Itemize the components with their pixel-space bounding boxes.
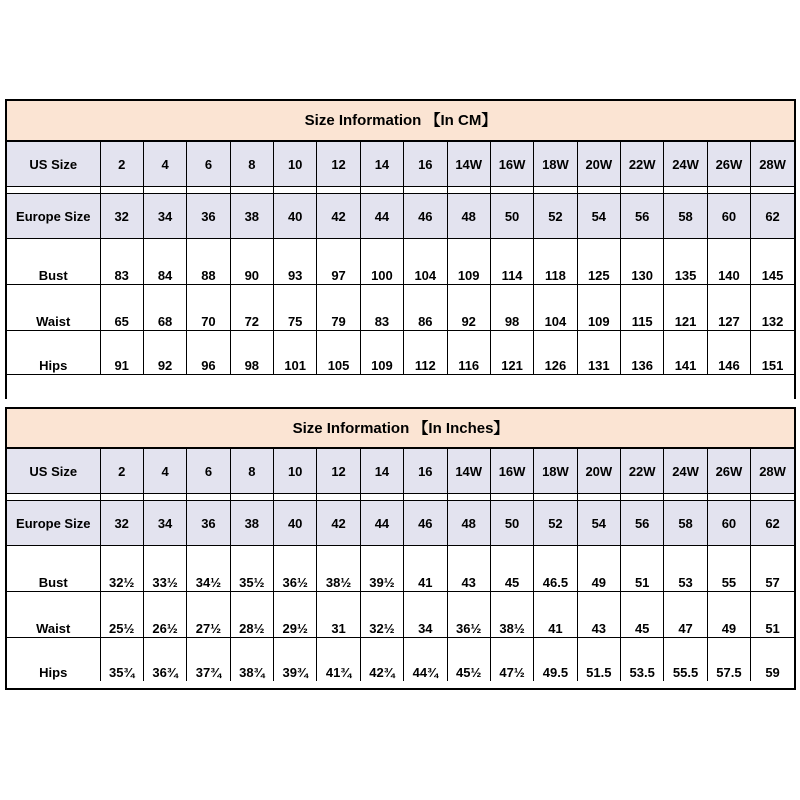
measurement-cell: 130 xyxy=(621,239,664,285)
europe-size-cell: 48 xyxy=(447,501,490,546)
measurement-cell: 42¾ xyxy=(360,638,403,682)
spacer-cell xyxy=(664,375,707,400)
measurement-cell: 84 xyxy=(143,239,186,285)
europe-size-cell: 54 xyxy=(577,194,620,239)
us-size-cell: 28W xyxy=(751,142,794,187)
measurement-cell: 135 xyxy=(664,239,707,285)
us-size-cell: 16 xyxy=(404,449,447,494)
us-size-cell: 20W xyxy=(577,142,620,187)
measurement-cell: 121 xyxy=(490,331,533,375)
size-table xyxy=(7,141,794,399)
spacer-cell xyxy=(707,375,750,400)
measurement-cell: 39¾ xyxy=(274,638,317,682)
measurement-cell: 145 xyxy=(751,239,794,285)
us-size-cell: 22W xyxy=(621,449,664,494)
spacer-cell xyxy=(360,375,403,400)
europe-size-cell: 46 xyxy=(404,501,447,546)
europe-size-cell: 52 xyxy=(534,194,577,239)
us-size-row xyxy=(7,449,794,494)
us-size-cell: 8 xyxy=(230,449,273,494)
measurement-cell: 125 xyxy=(577,239,620,285)
chart-title: Size Information 【In Inches】 xyxy=(7,409,794,448)
measurement-cell: 104 xyxy=(404,239,447,285)
measurement-cell: 38¾ xyxy=(230,638,273,682)
europe-size-cell: 34 xyxy=(143,194,186,239)
measurement-cell: 38½ xyxy=(317,546,360,592)
measurement-cell: 93 xyxy=(274,239,317,285)
us-size-cell: 4 xyxy=(143,142,186,187)
measurement-cell: 92 xyxy=(447,285,490,331)
spacer-cell xyxy=(621,187,664,194)
measurement-cell: 37¾ xyxy=(187,638,230,682)
spacer-cell xyxy=(664,187,707,194)
measurement-cell: 100 xyxy=(360,239,403,285)
row-label: Europe Size xyxy=(7,501,100,546)
spacer-cell xyxy=(187,187,230,194)
us-size-cell: 16 xyxy=(404,142,447,187)
waist-row xyxy=(7,592,794,638)
spacer-cell xyxy=(447,375,490,400)
europe-size-cell: 50 xyxy=(490,194,533,239)
europe-size-row xyxy=(7,501,794,546)
measurement-cell: 29½ xyxy=(274,592,317,638)
measurement-cell: 57.5 xyxy=(707,638,750,682)
measurement-cell: 53.5 xyxy=(621,638,664,682)
europe-size-cell: 44 xyxy=(360,194,403,239)
europe-size-cell: 46 xyxy=(404,194,447,239)
measurement-cell: 109 xyxy=(360,331,403,375)
measurement-cell: 121 xyxy=(664,285,707,331)
size-chart-inches xyxy=(5,407,796,690)
hips-row xyxy=(7,638,794,682)
europe-size-cell: 58 xyxy=(664,501,707,546)
measurement-cell: 41¾ xyxy=(317,638,360,682)
us-size-cell: 22W xyxy=(621,142,664,187)
row-label: Waist xyxy=(7,285,100,331)
measurement-cell: 25½ xyxy=(100,592,143,638)
us-size-cell: 14 xyxy=(360,142,403,187)
size-table xyxy=(7,448,794,681)
measurement-cell: 104 xyxy=(534,285,577,331)
spacer-cell xyxy=(707,187,750,194)
spacer-cell xyxy=(100,375,143,400)
measurement-cell: 49.5 xyxy=(534,638,577,682)
us-size-cell: 10 xyxy=(274,449,317,494)
europe-size-cell: 62 xyxy=(751,194,794,239)
spacer-cell xyxy=(534,494,577,501)
measurement-cell: 32½ xyxy=(360,592,403,638)
measurement-cell: 112 xyxy=(404,331,447,375)
spacer-cell xyxy=(100,187,143,194)
us-size-cell: 10 xyxy=(274,142,317,187)
europe-size-cell: 44 xyxy=(360,501,403,546)
waist-row xyxy=(7,285,794,331)
measurement-cell: 90 xyxy=(230,239,273,285)
europe-size-cell: 38 xyxy=(230,194,273,239)
spacer-cell xyxy=(187,494,230,501)
measurement-cell: 45½ xyxy=(447,638,490,682)
measurement-cell: 140 xyxy=(707,239,750,285)
us-size-cell: 26W xyxy=(707,449,750,494)
spacer-cell xyxy=(490,494,533,501)
row-label: US Size xyxy=(7,449,100,494)
measurement-cell: 86 xyxy=(404,285,447,331)
europe-size-cell: 32 xyxy=(100,501,143,546)
measurement-cell: 136 xyxy=(621,331,664,375)
spacer-cell xyxy=(317,375,360,400)
measurement-cell: 33½ xyxy=(143,546,186,592)
spacer-cell xyxy=(447,494,490,501)
spacer-cell xyxy=(447,187,490,194)
measurement-cell: 47 xyxy=(664,592,707,638)
spacer-cell xyxy=(751,187,794,194)
row-label: Bust xyxy=(7,546,100,592)
row-label: Waist xyxy=(7,592,100,638)
spacer-cell xyxy=(274,375,317,400)
europe-size-cell: 60 xyxy=(707,194,750,239)
spacer-cell xyxy=(577,494,620,501)
measurement-cell: 115 xyxy=(621,285,664,331)
europe-size-cell: 58 xyxy=(664,194,707,239)
spacer-cell xyxy=(490,375,533,400)
measurement-cell: 39½ xyxy=(360,546,403,592)
measurement-cell: 49 xyxy=(707,592,750,638)
us-size-cell: 24W xyxy=(664,142,707,187)
spacer-cell xyxy=(707,494,750,501)
measurement-cell: 36½ xyxy=(274,546,317,592)
us-size-cell: 28W xyxy=(751,449,794,494)
measurement-cell: 27½ xyxy=(187,592,230,638)
measurement-cell: 53 xyxy=(664,546,707,592)
spacer-cell xyxy=(404,187,447,194)
measurement-cell: 98 xyxy=(490,285,533,331)
bust-row xyxy=(7,239,794,285)
spacer-cell xyxy=(404,494,447,501)
spacer-cell xyxy=(621,375,664,400)
measurement-cell: 131 xyxy=(577,331,620,375)
spacer-cell xyxy=(274,494,317,501)
measurement-cell: 146 xyxy=(707,331,750,375)
measurement-cell: 55.5 xyxy=(664,638,707,682)
measurement-cell: 38½ xyxy=(490,592,533,638)
measurement-cell: 34½ xyxy=(187,546,230,592)
measurement-cell: 132 xyxy=(751,285,794,331)
measurement-cell: 49 xyxy=(577,546,620,592)
europe-size-cell: 52 xyxy=(534,501,577,546)
us-size-cell: 16W xyxy=(490,142,533,187)
measurement-cell: 57 xyxy=(751,546,794,592)
europe-size-cell: 36 xyxy=(187,194,230,239)
measurement-cell: 51 xyxy=(751,592,794,638)
spacer-cell xyxy=(7,375,100,400)
spacer-cell xyxy=(7,494,100,501)
europe-size-row xyxy=(7,194,794,239)
us-size-cell: 12 xyxy=(317,449,360,494)
europe-size-cell: 60 xyxy=(707,501,750,546)
europe-size-cell: 36 xyxy=(187,501,230,546)
row-label: Hips xyxy=(7,331,100,375)
spacer-cell xyxy=(534,187,577,194)
spacer-cell xyxy=(230,494,273,501)
measurement-cell: 59 xyxy=(751,638,794,682)
spacer-cell xyxy=(360,187,403,194)
measurement-cell: 65 xyxy=(100,285,143,331)
spacer-cell xyxy=(751,375,794,400)
measurement-cell: 41 xyxy=(534,592,577,638)
measurement-cell: 97 xyxy=(317,239,360,285)
measurement-cell: 72 xyxy=(230,285,273,331)
spacer-cell xyxy=(577,375,620,400)
us-size-cell: 12 xyxy=(317,142,360,187)
us-size-cell: 8 xyxy=(230,142,273,187)
us-size-cell: 16W xyxy=(490,449,533,494)
measurement-cell: 101 xyxy=(274,331,317,375)
measurement-cell: 75 xyxy=(274,285,317,331)
spacer-cell xyxy=(317,187,360,194)
us-size-cell: 4 xyxy=(143,449,186,494)
measurement-cell: 88 xyxy=(187,239,230,285)
europe-size-cell: 56 xyxy=(621,194,664,239)
row-label: Europe Size xyxy=(7,194,100,239)
measurement-cell: 51 xyxy=(621,546,664,592)
separator-row xyxy=(7,187,794,194)
europe-size-cell: 38 xyxy=(230,501,273,546)
measurement-cell: 118 xyxy=(534,239,577,285)
spacer-cell xyxy=(100,494,143,501)
us-size-row xyxy=(7,142,794,187)
measurement-cell: 51.5 xyxy=(577,638,620,682)
measurement-cell: 41 xyxy=(404,546,447,592)
separator-row xyxy=(7,494,794,501)
spacer-cell xyxy=(143,375,186,400)
spacer-cell xyxy=(360,494,403,501)
spacer-cell xyxy=(7,187,100,194)
us-size-cell: 18W xyxy=(534,142,577,187)
measurement-cell: 34 xyxy=(404,592,447,638)
europe-size-cell: 32 xyxy=(100,194,143,239)
us-size-cell: 14 xyxy=(360,449,403,494)
europe-size-cell: 48 xyxy=(447,194,490,239)
spacer-cell xyxy=(187,375,230,400)
us-size-cell: 26W xyxy=(707,142,750,187)
measurement-cell: 32½ xyxy=(100,546,143,592)
size-chart-cm xyxy=(5,99,796,399)
measurement-cell: 43 xyxy=(447,546,490,592)
europe-size-cell: 40 xyxy=(274,194,317,239)
us-size-cell: 18W xyxy=(534,449,577,494)
measurement-cell: 141 xyxy=(664,331,707,375)
chart-title: Size Information 【In CM】 xyxy=(7,101,794,141)
us-size-cell: 20W xyxy=(577,449,620,494)
measurement-cell: 114 xyxy=(490,239,533,285)
measurement-cell: 45 xyxy=(490,546,533,592)
spacer-cell xyxy=(490,187,533,194)
europe-size-cell: 62 xyxy=(751,501,794,546)
us-size-cell: 2 xyxy=(100,142,143,187)
measurement-cell: 47½ xyxy=(490,638,533,682)
measurement-cell: 116 xyxy=(447,331,490,375)
spacer-cell xyxy=(577,187,620,194)
measurement-cell: 96 xyxy=(187,331,230,375)
measurement-cell: 126 xyxy=(534,331,577,375)
measurement-cell: 55 xyxy=(707,546,750,592)
hips-row xyxy=(7,331,794,375)
row-label: Hips xyxy=(7,638,100,682)
bust-row xyxy=(7,546,794,592)
us-size-cell: 24W xyxy=(664,449,707,494)
measurement-cell: 70 xyxy=(187,285,230,331)
measurement-cell: 98 xyxy=(230,331,273,375)
spacer-cell xyxy=(404,375,447,400)
measurement-cell: 151 xyxy=(751,331,794,375)
measurement-cell: 92 xyxy=(143,331,186,375)
spacer-cell xyxy=(751,494,794,501)
spacer-cell xyxy=(143,494,186,501)
measurement-cell: 31 xyxy=(317,592,360,638)
measurement-cell: 68 xyxy=(143,285,186,331)
measurement-cell: 109 xyxy=(577,285,620,331)
spacer-cell xyxy=(274,187,317,194)
spacer-cell xyxy=(664,494,707,501)
measurement-cell: 109 xyxy=(447,239,490,285)
measurement-cell: 91 xyxy=(100,331,143,375)
measurement-cell: 127 xyxy=(707,285,750,331)
measurement-cell: 36½ xyxy=(447,592,490,638)
europe-size-cell: 56 xyxy=(621,501,664,546)
spacer-cell xyxy=(230,187,273,194)
measurement-cell: 35¾ xyxy=(100,638,143,682)
measurement-cell: 36¾ xyxy=(143,638,186,682)
spacer-cell xyxy=(143,187,186,194)
measurement-cell: 43 xyxy=(577,592,620,638)
spacer-cell xyxy=(230,375,273,400)
spacer-cell xyxy=(534,375,577,400)
europe-size-cell: 50 xyxy=(490,501,533,546)
measurement-cell: 28½ xyxy=(230,592,273,638)
measurement-cell: 26½ xyxy=(143,592,186,638)
measurement-cell: 46.5 xyxy=(534,546,577,592)
row-label: Bust xyxy=(7,239,100,285)
europe-size-cell: 54 xyxy=(577,501,620,546)
europe-size-cell: 42 xyxy=(317,194,360,239)
europe-size-cell: 42 xyxy=(317,501,360,546)
measurement-cell: 83 xyxy=(360,285,403,331)
us-size-cell: 14W xyxy=(447,449,490,494)
measurement-cell: 35½ xyxy=(230,546,273,592)
us-size-cell: 6 xyxy=(187,142,230,187)
measurement-cell: 45 xyxy=(621,592,664,638)
measurement-cell: 79 xyxy=(317,285,360,331)
measurement-cell: 83 xyxy=(100,239,143,285)
row-label: US Size xyxy=(7,142,100,187)
spacer-cell xyxy=(317,494,360,501)
us-size-cell: 14W xyxy=(447,142,490,187)
us-size-cell: 2 xyxy=(100,449,143,494)
europe-size-cell: 34 xyxy=(143,501,186,546)
spacer-cell xyxy=(621,494,664,501)
measurement-cell: 105 xyxy=(317,331,360,375)
us-size-cell: 6 xyxy=(187,449,230,494)
trailing-blank-row xyxy=(7,375,794,400)
europe-size-cell: 40 xyxy=(274,501,317,546)
measurement-cell: 44¾ xyxy=(404,638,447,682)
